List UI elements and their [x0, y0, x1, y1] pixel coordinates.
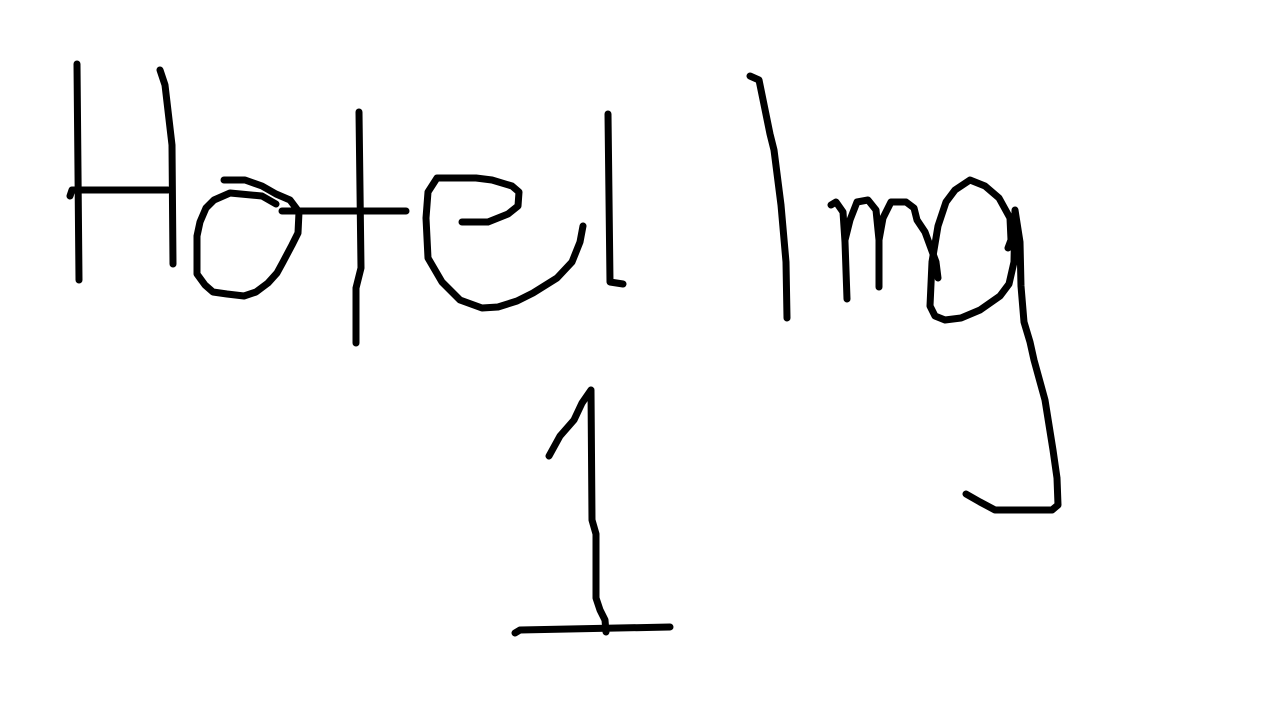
stroke-h-left	[77, 64, 79, 280]
stroke-one-vertical	[549, 390, 606, 632]
stroke-m	[831, 200, 938, 299]
stroke-g	[930, 180, 1058, 510]
stroke-i	[750, 76, 787, 318]
stroke-e	[426, 178, 583, 308]
stroke-h-bar	[70, 190, 168, 196]
stroke-t-vertical	[356, 112, 361, 343]
stroke-l	[608, 114, 623, 284]
handwritten-number	[515, 390, 670, 633]
stroke-h-right	[160, 70, 173, 264]
stroke-o	[197, 180, 299, 296]
handwritten-title	[70, 64, 1058, 510]
stroke-one-base	[515, 627, 670, 633]
